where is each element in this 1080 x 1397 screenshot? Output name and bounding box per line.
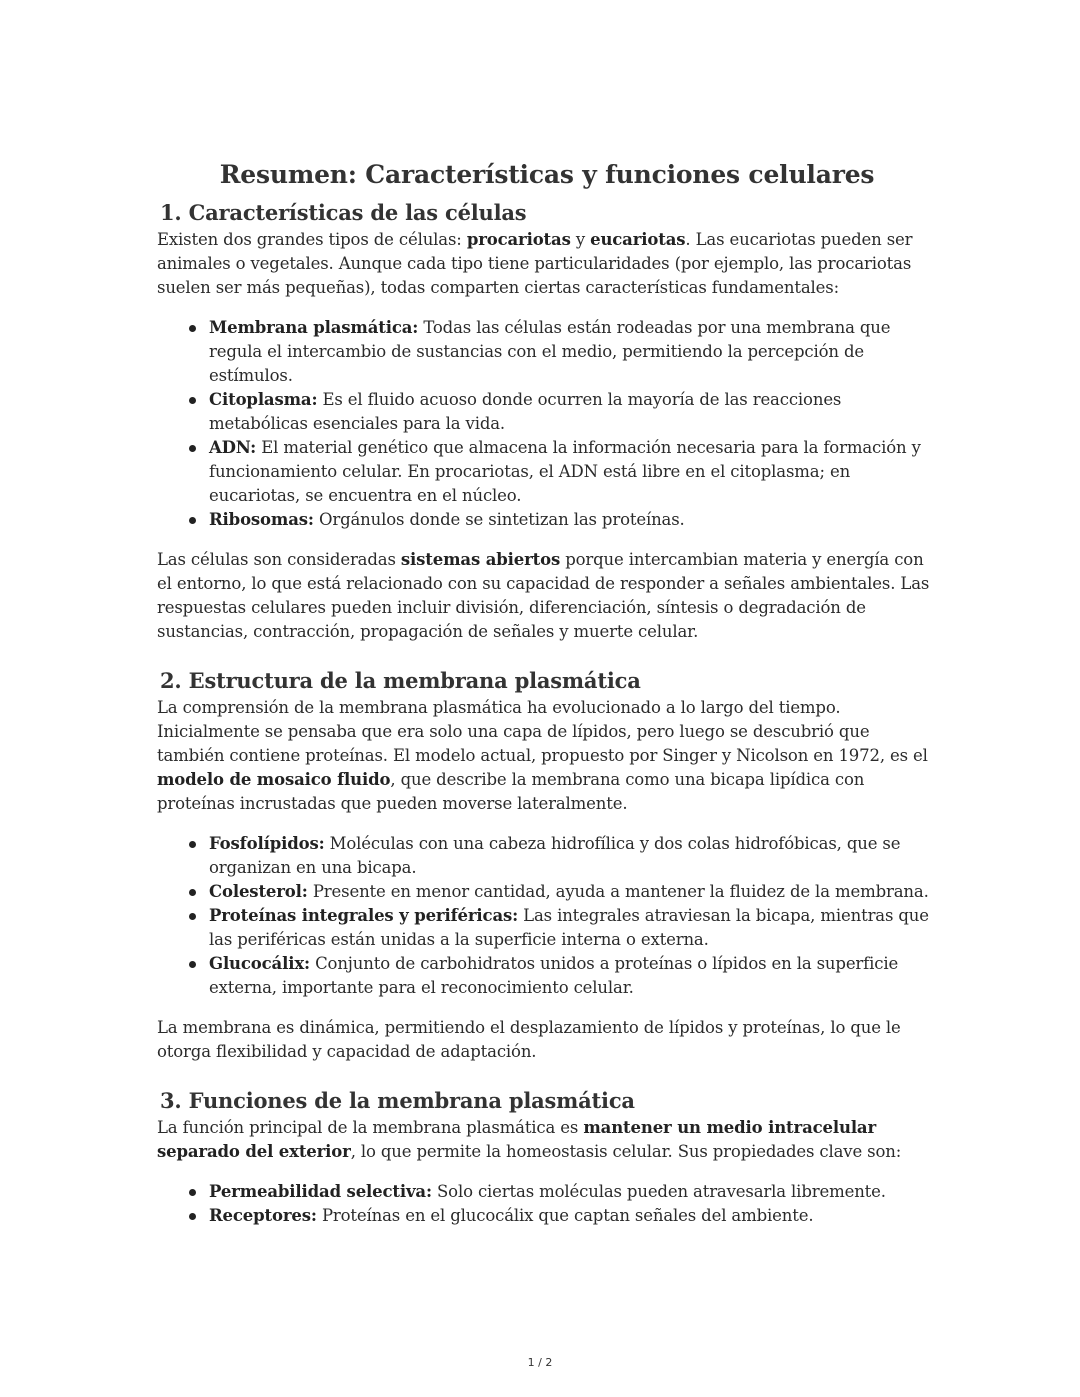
list-item-term: Ribosomas: bbox=[209, 510, 314, 529]
list-item-term: Colesterol: bbox=[209, 882, 308, 901]
list-item bbox=[209, 508, 937, 532]
list-item-term: Citoplasma: bbox=[209, 390, 318, 409]
section-intro-paragraph bbox=[157, 696, 937, 816]
list-item bbox=[209, 952, 937, 1000]
list-item-term: Permeabilidad selectiva: bbox=[209, 1182, 432, 1201]
text-run: y bbox=[570, 230, 591, 249]
text-run: Existen dos grandes tipos de células: bbox=[157, 230, 467, 249]
list-item bbox=[209, 1180, 937, 1204]
bullet-icon bbox=[189, 517, 196, 524]
document-page bbox=[157, 158, 937, 1244]
list-item-text: Las integrales atraviesan la bicapa, mientras que las periféricas están unidas a la superficie interna o externa. bbox=[209, 906, 929, 949]
text-run: Las células son consideradas bbox=[157, 550, 401, 569]
text-run: , lo que permite la homeostasis celular. Sus propiedades clave son: bbox=[350, 1142, 902, 1161]
list-item-text: Presente en menor cantidad, ayuda a mantener la fluidez de la membrana. bbox=[307, 882, 929, 901]
section-outro-paragraph bbox=[157, 1016, 937, 1064]
section-heading: 2. Estructura de la membrana plasmática bbox=[160, 668, 641, 693]
text-run: , que describe la membrana como una bicapa lipídica con proteínas incrustadas que pueden moverse lateralmente. bbox=[157, 770, 865, 813]
bullet-icon bbox=[189, 1213, 196, 1220]
sections-container bbox=[157, 198, 937, 1228]
list-item bbox=[209, 388, 937, 436]
text-run: porque intercambian materia y energía con el entorno, lo que está relacionado con su capacidad de responder a señales ambientales. Las respuestas celulares pueden incluir división, diferenciación, síntesis o degradación de sustancias, contracción, propagación de señales y muerte celular. bbox=[157, 550, 930, 641]
list-item-term: Receptores: bbox=[209, 1206, 317, 1225]
bullet-list bbox=[157, 316, 937, 532]
bold-text: modelo de mosaico fluido bbox=[157, 770, 391, 789]
bullet-icon bbox=[189, 325, 196, 332]
bold-text: sistemas abiertos bbox=[400, 550, 561, 569]
text-run: La membrana es dinámica, permitiendo el desplazamiento de lípidos y proteínas, lo que le otorga flexibilidad y capacidad de adaptación. bbox=[157, 1018, 901, 1061]
bullet-list bbox=[157, 832, 937, 1000]
bullet-icon bbox=[189, 889, 196, 896]
list-item bbox=[209, 316, 937, 388]
bullet-icon bbox=[189, 445, 196, 452]
list-item bbox=[209, 832, 937, 880]
bullet-icon bbox=[189, 1189, 196, 1196]
bold-text: mantener un medio intracelular separado del exterior bbox=[157, 1118, 877, 1161]
list-item-term: ADN: bbox=[209, 438, 257, 457]
list-item-term: Proteínas integrales y periféricas: bbox=[209, 906, 519, 925]
section-heading: 3. Funciones de la membrana plasmática bbox=[160, 1088, 635, 1113]
list-item-text: Todas las células están rodeadas por una membrana que regula el intercambio de sustancias con el medio, permitiendo la percepción de estímulos. bbox=[209, 318, 891, 385]
list-item-text: Conjunto de carbohidratos unidos a proteínas o lípidos en la superficie externa, importante para el reconocimiento celular. bbox=[209, 954, 899, 997]
page-number: 1 / 2 bbox=[527, 1356, 553, 1369]
section-heading: 1. Características de las células bbox=[160, 200, 527, 225]
bold-text: eucariotas bbox=[590, 230, 686, 249]
bullet-icon bbox=[189, 961, 196, 968]
bullet-list bbox=[157, 1180, 937, 1228]
text-run: La comprensión de la membrana plasmática ha evolucionado a lo largo del tiempo. Inicialmente se pensaba que era solo una capa de lípidos, pero luego se descubrió que también contiene proteínas. El modelo actual, propuesto por Singer y Nicolson en 1972, es el bbox=[157, 698, 928, 765]
bold-text: procariotas bbox=[466, 230, 571, 249]
list-item-text: Moléculas con una cabeza hidrofílica y dos colas hidrofóbicas, que se organizan en una bicapa. bbox=[209, 834, 901, 877]
section-1 bbox=[157, 198, 937, 644]
list-item-term: Membrana plasmática: bbox=[209, 318, 419, 337]
list-item-text: Solo ciertas moléculas pueden atravesarla libremente. bbox=[431, 1182, 886, 1201]
list-item-text: Proteínas en el glucocálix que captan señales del ambiente. bbox=[316, 1206, 814, 1225]
bullet-icon bbox=[189, 841, 196, 848]
section-2 bbox=[157, 666, 937, 1064]
list-item-text: El material genético que almacena la información necesaria para la formación y funcionamiento celular. En procariotas, el ADN está libre en el citoplasma; en eucariotas, se encuentra en el núcleo. bbox=[209, 438, 921, 505]
list-item-text: Es el fluido acuoso donde ocurren la mayoría de las reacciones metabólicas esenciales para la vida. bbox=[209, 390, 842, 433]
section-intro-paragraph bbox=[157, 228, 937, 300]
list-item-text: Orgánulos donde se sintetizan las proteínas. bbox=[313, 510, 685, 529]
list-item bbox=[209, 904, 937, 952]
list-item-term: Fosfolípidos: bbox=[209, 834, 325, 853]
bullet-icon bbox=[189, 913, 196, 920]
list-item bbox=[209, 1204, 937, 1228]
list-item bbox=[209, 436, 937, 508]
section-3 bbox=[157, 1086, 937, 1228]
list-item-term: Glucocálix: bbox=[209, 954, 310, 973]
section-outro-paragraph bbox=[157, 548, 937, 644]
list-item bbox=[209, 880, 937, 904]
section-intro-paragraph bbox=[157, 1116, 937, 1164]
text-run: . Las eucariotas pueden ser animales o vegetales. Aunque cada tipo tiene particularidades (por ejemplo, las procariotas suelen ser más pequeñas), todas comparten ciertas características fundamentales: bbox=[157, 230, 913, 297]
bullet-icon bbox=[189, 397, 196, 404]
text-run: La función principal de la membrana plasmática es bbox=[157, 1118, 584, 1137]
document-title: Resumen: Características y funciones celulares bbox=[219, 160, 875, 189]
